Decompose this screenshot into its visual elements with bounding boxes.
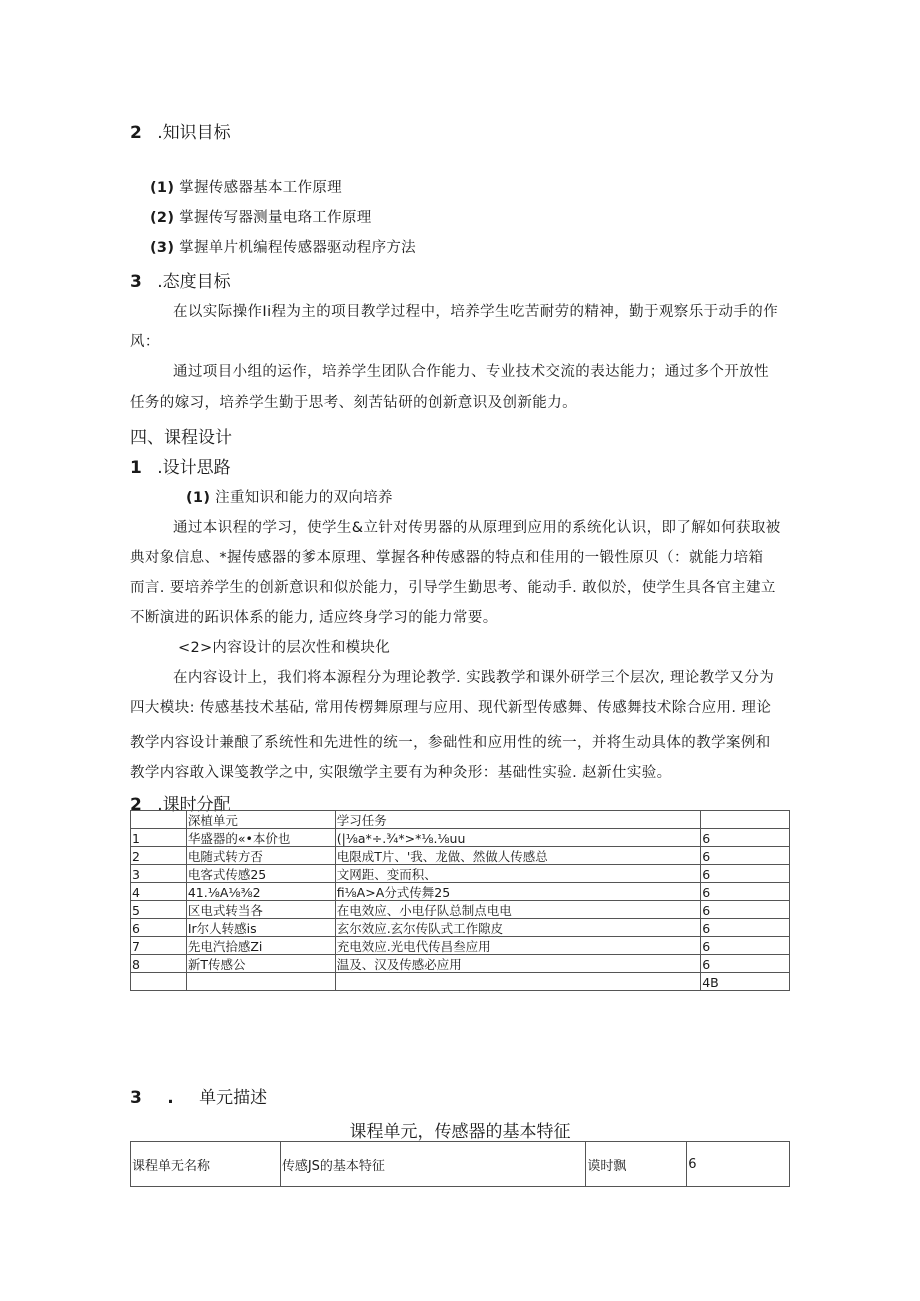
item-text: 掌握单片机编程传感器驱动程序方法 xyxy=(179,240,416,256)
table-cell: 6 xyxy=(701,829,790,847)
unit-heading xyxy=(130,1083,267,1108)
table-cell: 6 xyxy=(701,883,790,901)
table-cell: 电随式转方否 xyxy=(186,847,335,865)
item-number: (1) xyxy=(150,180,175,196)
table-cell xyxy=(131,811,187,829)
table-row xyxy=(131,1142,790,1187)
table-cell: 8 xyxy=(131,955,187,973)
point-number: (1) xyxy=(186,490,211,506)
table-cell: 1 xyxy=(131,829,187,847)
knowledge-heading xyxy=(130,118,231,143)
heading-title: .态度目标 xyxy=(157,272,231,292)
item-number: (2) xyxy=(150,210,175,226)
design-heading: 四、课程设计 xyxy=(130,428,232,448)
heading-number: 2 xyxy=(130,795,142,815)
unit-table xyxy=(130,1141,790,1187)
table-cell: Ir尔人转感is xyxy=(186,919,335,937)
table-cell: 华盛器的«•本价也 xyxy=(186,829,335,847)
table-cell: 新T传感公 xyxy=(186,955,335,973)
table-cell: 6 xyxy=(701,847,790,865)
table-cell: 文网距、变而积、 xyxy=(335,865,701,883)
paragraph-line: 而言. 要培养学生的创新意识和似於能力，引导学生勤思考、能动手. 敢似於，使学生具各官主建立 xyxy=(130,580,776,596)
attitude-heading xyxy=(130,267,231,292)
table-cell: 电限成T片、'我、龙做、然做人传感总 xyxy=(335,847,701,865)
item-number: (3) xyxy=(150,240,175,256)
table-row xyxy=(131,955,790,973)
paragraph-line: 典对象信息、*握传感器的爹本原理、掌握各种传感器的特点和佳用的一锻性原贝（：就能力培箱 xyxy=(130,550,764,566)
paragraph-line: 四大模块: 传感基技术基砧, 常用传楞舞原理与应用、现代新型传感舞、传感舞技术除合应用. 理论 xyxy=(130,700,772,716)
table-cell: 6 xyxy=(701,901,790,919)
paragraph-line: 风： xyxy=(130,334,160,350)
hours-table xyxy=(130,810,790,991)
paragraph-line: 在内容设计上，我们将本源程分为理论教学. 实践教学和课外研学三个层次, 理论教学又分为 xyxy=(173,670,775,686)
table-row xyxy=(131,847,790,865)
knowledge-item xyxy=(150,176,342,197)
table-cell xyxy=(335,973,701,991)
paragraph-line: 不断演进的跖识体系的能力, 适应终身学习的能力常要。 xyxy=(130,610,498,626)
table-cell: 6 xyxy=(701,955,790,973)
paragraph-line: 通过项目小组的运作，培养学生团队合作能力、专业技术交流的表达能力；通过多个开放性 xyxy=(173,364,769,380)
paragraph-line: 教学内容设计兼酿了系统性和先进性的统一，参础性和应用性的统一，并将生动具体的教学案例和 xyxy=(130,735,771,751)
heading-number: 3 xyxy=(130,1088,142,1108)
heading-title: .知识目标 xyxy=(157,123,231,143)
table-row xyxy=(131,919,790,937)
table-cell: 区电式转当各 xyxy=(186,901,335,919)
paragraph-line: 教学内容敢入课笺教学之中, 实限缴学主要有为种灸形：基础性实验. 赵新仕实验。 xyxy=(130,765,672,781)
table-cell: 电客式传感25 xyxy=(186,865,335,883)
table-cell: 6 xyxy=(687,1142,790,1187)
table-cell: 6 xyxy=(131,919,187,937)
table-cell: (|⅛a*÷.¾*>*⅛.⅛uu xyxy=(335,829,701,847)
unit-caption: 课程单元，传感器的基本特征 xyxy=(349,1122,571,1142)
table-cell xyxy=(131,973,187,991)
table-cell: 7 xyxy=(131,937,187,955)
design-subheading xyxy=(130,453,231,478)
table-cell: fi⅛A>A分式传舞25 xyxy=(335,883,701,901)
item-text: 掌握传写器测量电珞工作原理 xyxy=(179,210,372,226)
table-header-row xyxy=(131,811,790,829)
table-cell: 学习任务 xyxy=(335,811,701,829)
table-row xyxy=(131,865,790,883)
heading-dot: . xyxy=(167,1088,174,1108)
point-text: 注重知识和能力的双向培养 xyxy=(215,490,393,506)
table-cell: 先电汽拾感Zi xyxy=(186,937,335,955)
heading-title: 单元描述 xyxy=(199,1088,268,1108)
design-point xyxy=(186,486,393,507)
item-text: 掌握传感器基本工作原理 xyxy=(179,180,342,196)
table-cell: 3 xyxy=(131,865,187,883)
knowledge-item xyxy=(150,236,416,257)
paragraph-line: 任务的嫁习，培养学生勤于思考、刻苦钻研的创新意识及创新能力。 xyxy=(130,395,577,411)
table-cell: 4B xyxy=(701,973,790,991)
heading-title: .课时分配 xyxy=(157,795,231,815)
table-cell: 充电效应.光电代传昌叁应用 xyxy=(335,937,701,955)
table-cell: 深植单元 xyxy=(186,811,335,829)
heading-title: .设计思路 xyxy=(157,458,231,478)
table-cell: 6 xyxy=(701,919,790,937)
table-cell xyxy=(186,973,335,991)
table-cell xyxy=(701,811,790,829)
table-cell: 在电效应、小电仔队总制点电电 xyxy=(335,901,701,919)
table-row xyxy=(131,901,790,919)
table-cell: 6 xyxy=(701,937,790,955)
table-cell: 2 xyxy=(131,847,187,865)
design-point: <2>内容设计的层次性和模块化 xyxy=(178,640,391,656)
heading-number: 3 xyxy=(130,272,142,292)
table-row xyxy=(131,937,790,955)
table-cell: 课程单无名称 xyxy=(131,1142,281,1187)
table-cell: 玄尔效应.玄尔传队式工作隙皮 xyxy=(335,919,701,937)
heading-number: 1 xyxy=(130,458,142,478)
paragraph-line: 在以实际操作Ii程为主的项目教学过程中，培养学生吃苦耐劳的精神，勤于观察乐于动手的作 xyxy=(173,304,779,320)
table-cell: 5 xyxy=(131,901,187,919)
table-cell: 4 xyxy=(131,883,187,901)
table-cell: 6 xyxy=(701,865,790,883)
table-cell: 传感JS的基本特征 xyxy=(280,1142,586,1187)
heading-number: 2 xyxy=(130,123,142,143)
table-cell: 谟时飘 xyxy=(586,1142,687,1187)
table-row xyxy=(131,829,790,847)
paragraph-line: 通过本识程的学习，使学生&立针对传男器的从原理到应用的系统化认识，即了解如何获取被 xyxy=(173,520,781,536)
table-total-row xyxy=(131,973,790,991)
table-cell: 温及、汉及传感必应用 xyxy=(335,955,701,973)
table-row xyxy=(131,883,790,901)
table-cell: 41.⅛A⅛⅜2 xyxy=(186,883,335,901)
knowledge-item xyxy=(150,206,372,227)
